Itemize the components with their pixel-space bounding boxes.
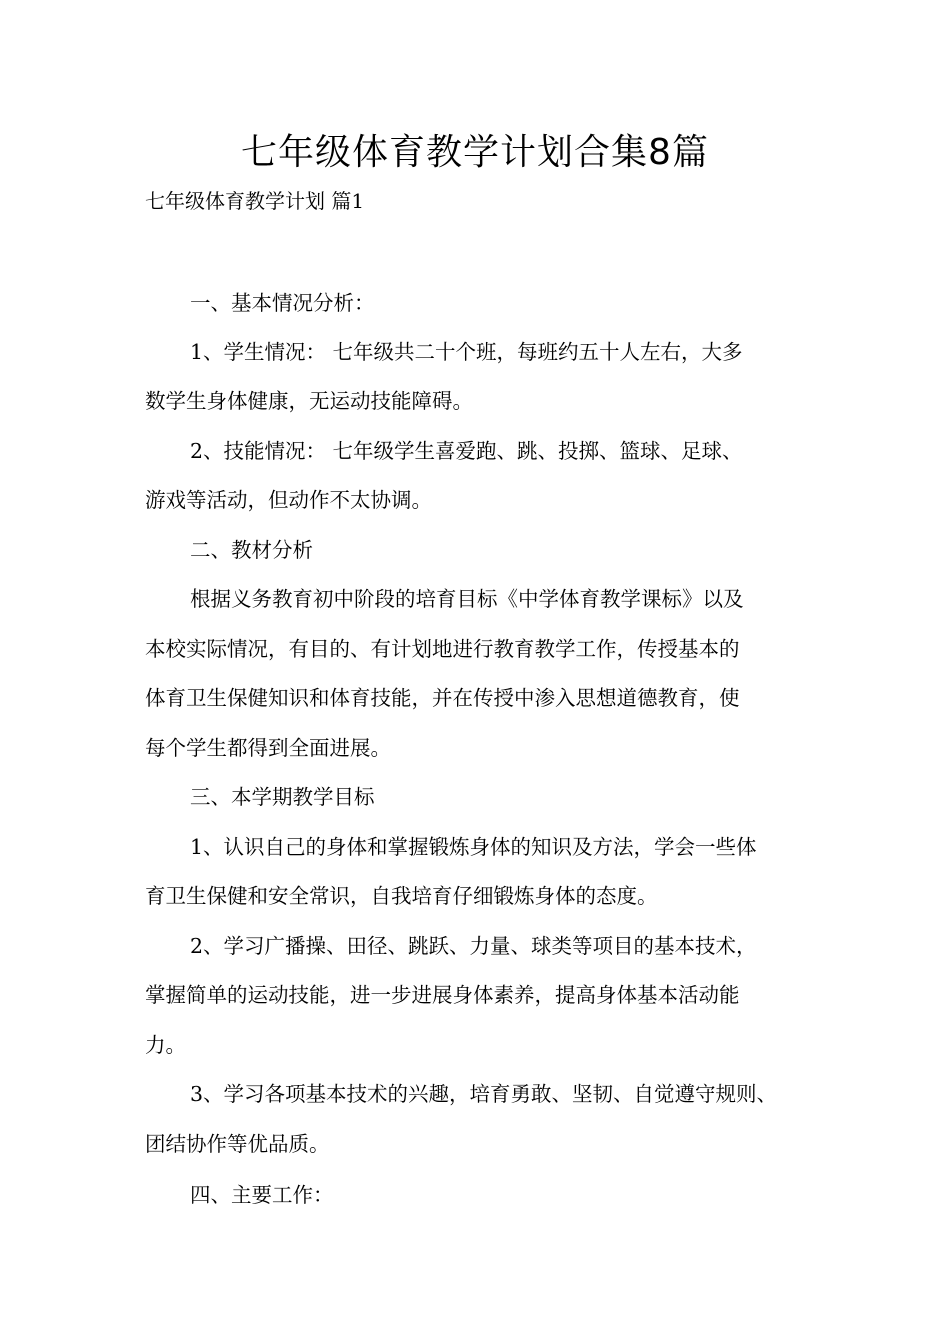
paragraph-line: 2、技能情况： 七年级学生喜爱跑、跳、投掷、篮球、足球、: [190, 439, 743, 463]
paragraph-line: 本校实际情况，有目的、有计划地进行教育教学工作，传授基本的: [145, 637, 740, 661]
heading-basic-situation: 一、基本情况分析：: [190, 291, 375, 315]
heading-semester-goals: 三、本学期教学目标: [190, 785, 375, 809]
document-title: 七年级体育教学计划合集8篇: [241, 132, 709, 173]
paragraph-line: 体育卫生保健知识和体育技能，并在传授中渗入思想道德教育，使: [145, 686, 740, 710]
paragraph-line: 1、学生情况： 七年级共二十个班，每班约五十人左右，大多: [190, 340, 743, 364]
paragraph-line: 育卫生保健和安全常识，自我培育仔细锻炼身体的态度。: [145, 884, 658, 908]
paragraph-line: 团结协作等优品质。: [145, 1132, 330, 1156]
paragraph-line: 数学生身体健康，无运动技能障碍。: [145, 389, 473, 413]
paragraph-line: 根据义务教育初中阶段的培育目标《中学体育教学课标》以及: [190, 587, 744, 611]
document-subtitle: 七年级体育教学计划 篇1: [145, 189, 365, 213]
paragraph-line: 2、学习广播操、田径、跳跃、力量、球类等项目的基本技术，: [190, 934, 757, 958]
paragraph-line: 掌握简单的运动技能，进一步进展身体素养，提高身体基本活动能: [145, 983, 740, 1007]
paragraph-line: 力。: [145, 1033, 186, 1057]
paragraph-line: 游戏等活动，但动作不太协调。: [145, 488, 432, 512]
paragraph-line: 3、学习各项基本技术的兴趣，培育勇敢、坚韧、自觉遵守规则、: [190, 1082, 778, 1106]
paragraph-line: 1、认识自己的身体和掌握锻炼身体的知识及方法，学会一些体: [190, 835, 757, 859]
heading-materials-analysis: 二、教材分析: [190, 538, 313, 562]
heading-main-work: 四、主要工作：: [190, 1183, 334, 1207]
paragraph-line: 每个学生都得到全面进展。: [145, 736, 391, 760]
